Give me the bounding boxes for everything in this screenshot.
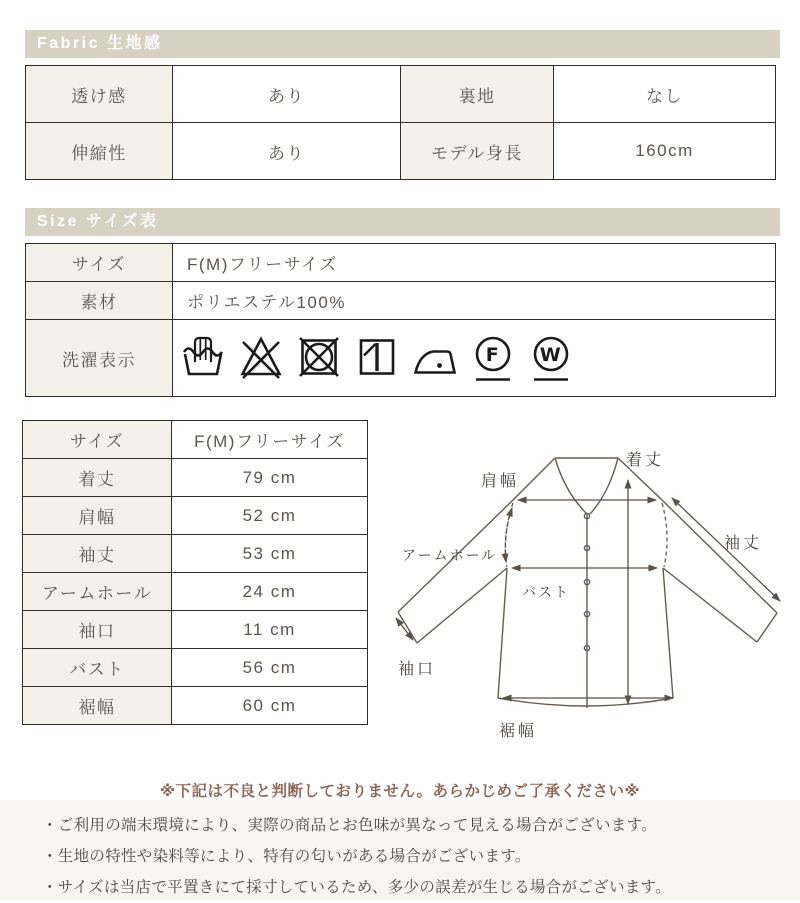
size-info-table: [25, 243, 776, 397]
info-label-material: 素材: [26, 282, 173, 320]
fabric-section-header: Fabric 生地感: [25, 30, 780, 58]
diagram-label-sleeve-length: 袖丈: [724, 535, 763, 552]
diagram-label-hem-width: 裾幅: [499, 723, 538, 740]
fabric-label-stretch: 伸縮性: [26, 123, 173, 180]
hand-wash-icon: [179, 333, 227, 383]
table-row: [23, 573, 368, 611]
chart-label-sleeve-length: 袖丈: [23, 535, 172, 573]
fabric-value-lining: なし: [554, 66, 776, 123]
table-row: [23, 687, 368, 725]
line-dry-in-shade-icon: [353, 333, 401, 383]
table-row: [23, 497, 368, 535]
notice-heading: ※下記は不良と判断しておりません。あらかじめご了承ください※: [159, 783, 641, 800]
fabric-table: [25, 65, 776, 180]
chart-label-body-length: 着丈: [23, 459, 172, 497]
diagram-label-bust: バスト: [522, 584, 570, 600]
chart-label-hem-width: 裾幅: [23, 687, 172, 725]
chart-value-shoulder-width: 52 cm: [172, 497, 368, 535]
table-row: [26, 123, 776, 180]
info-value-size: F(M)フリーサイズ: [173, 244, 776, 282]
diagram-label-shoulder-width: 肩幅: [481, 473, 520, 490]
wet-clean-letter: W: [539, 344, 563, 366]
chart-label-cuff: 袖口: [23, 611, 172, 649]
table-row: [23, 459, 368, 497]
fabric-label-model-height: モデル身長: [401, 123, 554, 180]
chart-value-body-length: 79 cm: [172, 459, 368, 497]
table-row: [23, 649, 368, 687]
table-row: [26, 66, 776, 123]
size-section-header: Size サイズ表: [25, 208, 780, 236]
chart-value-hem-width: 60 cm: [172, 687, 368, 725]
chart-header-size: サイズ: [23, 421, 172, 459]
do-not-tumble-dry-icon: [295, 333, 343, 383]
size-chart-table: [22, 420, 368, 725]
iron-low-heat-icon: [411, 333, 459, 383]
chart-value-cuff: 11 cm: [172, 611, 368, 649]
table-row: [26, 244, 776, 282]
fabric-value-sheerness: あり: [173, 66, 401, 123]
shirt-outline: [398, 458, 777, 708]
diagram-label-armhole: アームホール: [402, 547, 498, 563]
table-row: [26, 320, 776, 397]
table-row: [26, 282, 776, 320]
info-label-size: サイズ: [26, 244, 173, 282]
care-symbols-strip: [173, 333, 775, 383]
notice-item: ・ご利用の端末環境により、実際の商品とお色味が異なって見える場合がございます。: [42, 817, 657, 834]
dry-clean-letter: F: [485, 344, 501, 366]
notice-block: [0, 800, 800, 900]
table-row: [23, 611, 368, 649]
info-value-material: ポリエステル100%: [173, 282, 776, 320]
diagram-label-body-length: 着丈: [626, 452, 665, 469]
chart-header-value: F(M)フリーサイズ: [172, 421, 368, 459]
chart-value-bust: 56 cm: [172, 649, 368, 687]
diagram-label-cuff: 袖口: [398, 661, 437, 678]
chart-label-armhole: アームホール: [23, 573, 172, 611]
chart-label-shoulder-width: 肩幅: [23, 497, 172, 535]
chart-value-sleeve-length: 53 cm: [172, 535, 368, 573]
fabric-label-sheerness: 透け感: [26, 66, 173, 123]
fabric-label-lining: 裏地: [401, 66, 554, 123]
garment-measurement-diagram: [385, 430, 800, 760]
notice-item: ・サイズは当店で平置きにて採寸しているため、多少の誤差が生じる場合がございます。: [42, 879, 671, 896]
do-not-bleach-icon: [237, 333, 285, 383]
fabric-value-stretch: あり: [173, 123, 401, 180]
wet-clean-W-icon: [527, 333, 575, 383]
dry-clean-F-icon: [469, 333, 517, 383]
chart-value-armhole: 24 cm: [172, 573, 368, 611]
info-label-care: 洗濯表示: [26, 320, 173, 397]
chart-label-bust: バスト: [23, 649, 172, 687]
fabric-value-model-height: 160cm: [554, 123, 776, 180]
table-row: [23, 535, 368, 573]
table-row: [23, 421, 368, 459]
notice-item: ・生地の特性や染料等により、特有の匂いがある場合がございます。: [42, 848, 531, 865]
